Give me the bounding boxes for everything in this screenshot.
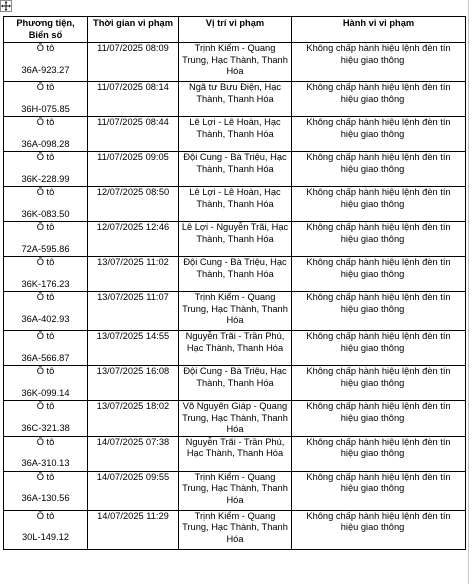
table-move-handle-icon[interactable] [0,0,12,12]
vehicle-cell [4,510,88,549]
violation-text-line1: Không chấp hành hiệu lệnh đèn tín [306,471,451,482]
violation-text-line1: Không chấp hành hiệu lệnh đèn tín [306,117,451,127]
violation-text-line1: Không chấp hành hiệu lệnh đèn tín [306,187,451,197]
violation-location: Lê Lợi - Lê Hoàn, Hạc Thành, Thanh Hóa [179,187,292,222]
license-plate: 36A-402.93 [21,313,70,324]
license-plate: 36H-075.85 [21,103,70,114]
violation-text-line2: hiệu giao thông [340,448,405,459]
violation-text-line1: Không chấp hành hiệu lệnh đèn tín [306,152,451,162]
violations-table [3,16,466,550]
table-row [4,82,466,117]
vehicle-type: Ô tô [36,257,55,267]
vehicle-type: Ô tô [36,331,55,341]
license-plate: 72A-595.86 [21,243,70,254]
violation-location: Lê Lợi - Lê Hoàn, Hạc Thành, Thanh Hóa [179,117,292,152]
vehicle-type: Ô tô [36,117,55,127]
violation-location: Trịnh Kiểm - Quang Trung, Hạc Thành, Thanh Hóa [179,510,292,549]
page-edge [468,0,469,584]
violation-time: 13/07/2025 14:55 [88,331,179,366]
vehicle-cell [4,187,88,222]
violation-behavior [292,117,466,152]
violation-text-line2: hiệu giao thông [340,483,405,494]
violation-text-line2: hiệu giao thông [340,377,405,388]
license-plate: 36A-098.28 [21,138,70,149]
vehicle-type: Ô tô [36,366,55,376]
violation-text-line1: Không chấp hành hiệu lệnh đèn tín [306,366,451,376]
vehicle-cell [4,82,88,117]
table-row [4,471,466,510]
violation-behavior [292,436,466,471]
violation-text-line1: Không chấp hành hiệu lệnh đèn tín [306,436,451,447]
header-vehicle: Phương tiện, Biển số [4,17,88,43]
vehicle-type: Ô tô [36,510,55,521]
violation-text-line1: Không chấp hành hiệu lệnh đèn tín [306,43,451,53]
violation-text-line2: hiệu giao thông [340,303,405,314]
vehicle-type: Ô tô [36,436,55,447]
vehicle-cell [4,222,88,257]
vehicle-cell [4,401,88,437]
license-plate: 36A-566.87 [21,352,70,363]
violation-text-line2: hiệu giao thông [340,342,405,353]
violation-time: 14/07/2025 11:29 [88,510,179,549]
vehicle-cell [4,366,88,401]
license-plate: 36K-176.23 [21,278,70,289]
table-header-row [4,17,466,43]
violation-behavior [292,331,466,366]
header-location: Vị trí vi phạm [179,17,292,43]
vehicle-cell [4,152,88,187]
violation-time: 12/07/2025 08:50 [88,187,179,222]
vehicle-type: Ô tô [36,152,55,162]
table-row [4,436,466,471]
vehicle-type: Ô tô [36,401,55,411]
vehicle-type: Ô tô [36,222,55,232]
violation-location: Lê Lợi - Nguyễn Trãi, Hạc Thành, Thanh Hóa [179,222,292,257]
vehicle-cell [4,43,88,82]
violation-time: 13/07/2025 18:02 [88,401,179,437]
violation-location: Nguyễn Trãi - Trần Phú, Hạc Thành, Thanh Hóa [179,436,292,471]
violation-behavior [292,257,466,292]
violation-time: 14/07/2025 07:38 [88,436,179,471]
violation-behavior [292,471,466,510]
table-row [4,510,466,549]
violation-text-line1: Không chấp hành hiệu lệnh đèn tín [306,222,451,232]
violation-location: Trịnh Kiểm - Quang Trung, Hạc Thành, Thanh Hóa [179,43,292,82]
license-plate: 36A-130.56 [21,493,70,504]
violation-behavior [292,510,466,549]
violation-location: Nguyễn Trãi - Trần Phú, Hạc Thành, Thanh Hóa [179,331,292,366]
violation-text-line2: hiệu giao thông [340,522,405,533]
violation-time: 14/07/2025 09:55 [88,471,179,510]
violation-location: Trịnh Kiểm - Quang Trung, Hạc Thành, Thanh Hóa [179,292,292,331]
vehicle-type: Ô tô [36,471,55,482]
vehicle-cell [4,331,88,366]
violation-time: 11/07/2025 08:14 [88,82,179,117]
violation-behavior [292,366,466,401]
header-violation: Hành vi vi phạm [292,17,466,43]
violation-behavior [292,187,466,222]
violation-location: Đội Cung - Bà Triệu, Hạc Thành, Thanh Hóa [179,366,292,401]
license-plate: 36C-321.38 [21,422,70,433]
violation-location: Ngã tư Bưu Điện, Hạc Thành, Thanh Hóa [179,82,292,117]
table-row [4,117,466,152]
violation-time: 11/07/2025 08:44 [88,117,179,152]
table-row [4,222,466,257]
license-plate: 36A-923.27 [21,64,70,75]
violation-behavior [292,401,466,437]
violation-behavior [292,292,466,331]
vehicle-cell [4,292,88,331]
table-row [4,331,466,366]
violation-time: 12/07/2025 12:46 [88,222,179,257]
violation-text-line2: hiệu giao thông [340,198,405,209]
violation-text-line1: Không chấp hành hiệu lệnh đèn tín [306,82,451,92]
violation-text-line1: Không chấp hành hiệu lệnh đèn tín [306,510,451,521]
vehicle-cell [4,471,88,510]
violation-time: 13/07/2025 16:08 [88,366,179,401]
violation-location: Võ Nguyên Giáp - Quang Trung, Hạc Thành, Thanh Hóa [179,401,292,437]
violation-text-line1: Không chấp hành hiệu lệnh đèn tín [306,257,451,267]
violation-location: Đội Cung - Bà Triệu, Hạc Thành, Thanh Hóa [179,257,292,292]
violation-behavior [292,82,466,117]
violation-behavior [292,152,466,187]
vehicle-type: Ô tô [36,43,55,53]
violation-text-line2: hiệu giao thông [340,163,405,174]
violation-behavior [292,222,466,257]
violation-location: Đội Cung - Bà Triệu, Hạc Thành, Thanh Hóa [179,152,292,187]
license-plate: 30L-149.12 [21,532,70,543]
table-row [4,292,466,331]
violation-time: 11/07/2025 08:09 [88,43,179,82]
table-row [4,43,466,82]
header-time: Thời gian vi phạm [88,17,179,43]
vehicle-type: Ô tô [36,187,55,197]
license-plate: 36A-310.13 [21,458,70,469]
violation-text-line1: Không chấp hành hiệu lệnh đèn tín [306,292,451,302]
table-row [4,152,466,187]
violation-text-line1: Không chấp hành hiệu lệnh đèn tín [306,331,451,341]
vehicle-cell [4,436,88,471]
violation-behavior [292,43,466,82]
violation-text-line2: hiệu giao thông [340,93,405,104]
violation-text-line2: hiệu giao thông [340,54,405,65]
table-row [4,366,466,401]
vehicle-type: Ô tô [36,82,55,92]
violation-time: 13/07/2025 11:02 [88,257,179,292]
violation-text-line2: hiệu giao thông [340,268,405,279]
license-plate: 36K-083.50 [21,208,70,219]
license-plate: 36K-228.99 [21,173,70,184]
violation-text-line2: hiệu giao thông [340,233,405,244]
violation-text-line1: Không chấp hành hiệu lệnh đèn tín [306,401,451,411]
table-body [4,43,466,550]
license-plate: 36K-099.14 [21,387,70,398]
violation-text-line2: hiệu giao thông [340,128,405,139]
table-row [4,401,466,437]
vehicle-cell [4,117,88,152]
violation-time: 11/07/2025 09:05 [88,152,179,187]
table-row [4,257,466,292]
table-row [4,187,466,222]
vehicle-type: Ô tô [36,292,55,302]
violation-text-line2: hiệu giao thông [340,412,405,423]
violation-location: Trịnh Kiểm - Quang Trung, Hạc Thành, Thanh Hóa [179,471,292,510]
violation-time: 13/07/2025 11:07 [88,292,179,331]
vehicle-cell [4,257,88,292]
